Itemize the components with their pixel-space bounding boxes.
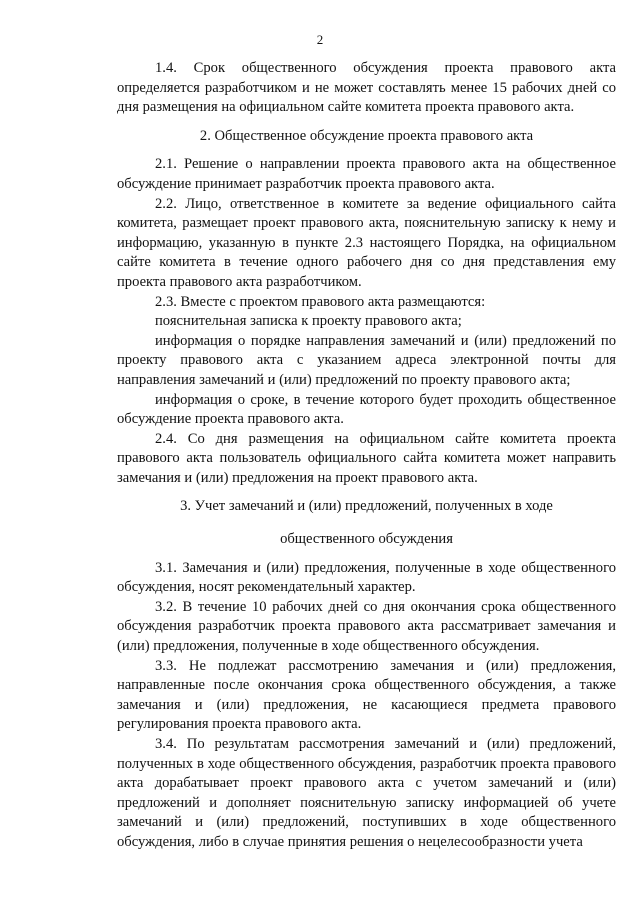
paragraph-3-3: 3.3. Не подлежат рассмотрению замечания и (или) предложения, направленные после окончания срока общественного обсуждения, а также замечания и (или) предложения, не касающиеся предмета правового регулирования проекта правового акта. (117, 657, 616, 733)
paragraph-1-4: 1.4. Срок общественного обсуждения проекта правового акта определяется разработчиком и не может составлять менее 15 рабочих дней со дня размещения на официальном сайте комитета проекта правового акта. (117, 60, 616, 116)
paragraph-3-2: 3.2. В течение 10 рабочих дней со дня окончания срока общественного обсуждения разработчик проекта правового акта рассматривает замечания и (или) предложения, полученные в ходе общественного обсуждения. (117, 598, 616, 655)
section-heading-2: 2. Общественное обсуждение проекта правового акта (199, 127, 534, 144)
page-number: 2 (316, 32, 324, 47)
paragraph-3-4: 3.4. По результатам рассмотрения замечаний и (или) предложений, полученных в ходе общественного обсуждения, разработчик проекта правового акта дорабатывает проект правового акта с учетом замечаний и (или) предложений и дополняет пояснительную записку информацией об учете замечаний и (или) предложений, поступивших в ходе общественного обсуждения, либо в случае принятия решения о нецелесообразности учета (117, 736, 616, 850)
section-heading-3-line-2: общественного обсуждения (280, 531, 453, 548)
section-heading-3-line-1: 3. Учет замечаний и (или) предложений, полученных в ходе (180, 498, 553, 515)
paragraph-2-1: 2.1. Решение о направлении проекта правового акта на общественное обсуждение принимает разработчик проекта правового акта. (117, 156, 616, 192)
paragraph-2-3-item-3: информация о сроке, в течение которого будет проходить общественное обсуждение проекта правового акта. (117, 391, 616, 428)
paragraph-2-3: 2.3. Вместе с проектом правового акта размещаются: (155, 293, 486, 310)
paragraph-2-2: 2.2. Лицо, ответственное в комитете за ведение официального сайта комитета, размещает проект правового акта, пояснительную записку к нему и информацию, указанную в пункте 2.3 настоящего Порядка, на официальном сайте комитета в течение одного рабочего дня со дня представления ему проекта правового акта разработчиком. (117, 195, 616, 290)
paragraph-3-1: 3.1. Замечания и (или) предложения, полученные в ходе общественного обсуждения, носят рекомендательный характер. (117, 559, 616, 596)
paragraph-2-3-item-1: пояснительная записка к проекту правового акта; (155, 313, 462, 330)
paragraph-2-3-item-2: информация о порядке направления замечаний и (или) предложений по проекту правового акта с указанием адреса электронной почты для направления замечаний и (или) предложений по проекту правового акта; (117, 332, 616, 388)
paragraph-2-4: 2.4. Со дня размещения на официальном сайте комитета проекта правового акта пользователь официального сайта комитета может направить замечания и (или) предложения на проект правового акта. (117, 430, 616, 486)
document-body (117, 59, 616, 853)
